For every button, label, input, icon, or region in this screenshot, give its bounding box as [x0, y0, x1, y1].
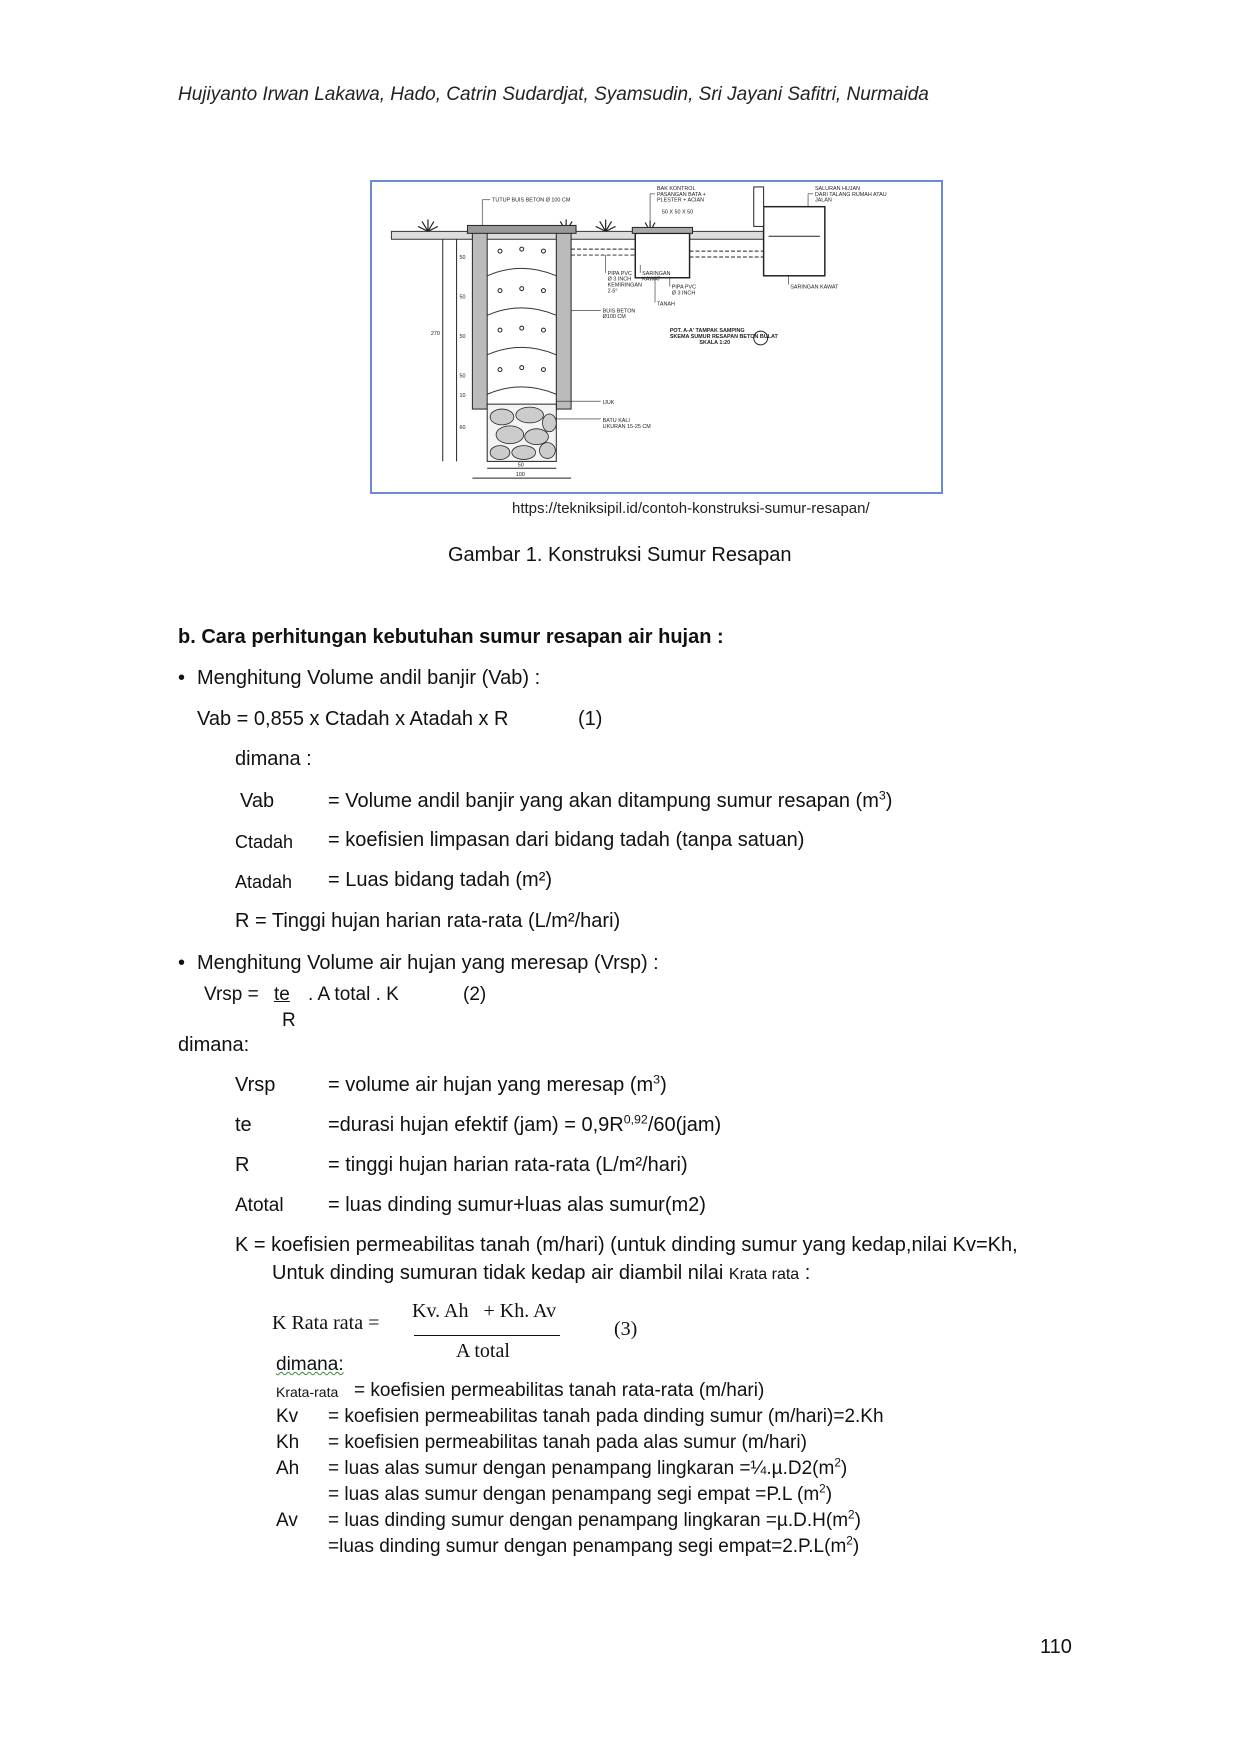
def2-desc-vrsp: = volume air hujan yang meresap $(m^3)$: [328, 1072, 667, 1096]
label-buis1: BUIS BETON: [602, 308, 636, 315]
label-pipa4: 2-5°: [607, 288, 618, 295]
formula-1-number: (1): [578, 708, 603, 730]
def3-desc-kh: = koefisien permeabilitas tanah pada alas sumur (m/hari): [328, 1432, 807, 1453]
def1-desc-atadah: = Luas bidang tadah (m²): [328, 869, 553, 891]
running-header-authors: Hujiyanto Irwan Lakawa, Hado, Catrin Sudardjat, Syamsudin, Sri Jayani Safitri, Nurmaida: [178, 84, 929, 105]
label-pipa3: KEMIRINGAN: [607, 282, 642, 289]
label-buis2: Ø100 CM: [602, 314, 626, 321]
label-sal1: SALURAN HUJAN: [814, 185, 861, 192]
def1-desc-ctadah: = koefisien limpasan dari bidang tadah (tanpa satuan): [328, 829, 805, 851]
dim-seg1: 50: [459, 255, 466, 262]
label-pipa1: PIPA PVC: [607, 270, 632, 277]
dim-seg5: 10: [459, 393, 466, 400]
eq3-numerator: Kv. Ah + Kh. Av: [412, 1300, 557, 1322]
formula-2-rest: . A total . K: [308, 984, 399, 1005]
label-pipa2: Ø 3 INCH: [607, 276, 632, 283]
item1-title: Menghitung Volume andil banjir (Vab) :: [197, 667, 541, 689]
formula-2-number: (2): [463, 984, 487, 1005]
well-cover: [467, 225, 576, 233]
label-saringan1: SARINGAN: [642, 270, 671, 277]
label-pot2: SKEMA SUMUR RESAPAN BETON BULAT: [669, 333, 778, 340]
def3-desc-krata: = koefisien permeabilitas tanah rata-rata (m/hari): [354, 1380, 765, 1401]
def1-sym-atadah: Atadah: [235, 872, 293, 892]
label-bak2: PASANGAN BATA +: [656, 191, 706, 198]
label-batu2: UKURAN 15-25 CM: [602, 423, 651, 430]
label-saringan-kawat: SARINGAN KAWAT: [790, 284, 839, 291]
label-bak-size: 50 X 50 X 50: [661, 209, 694, 216]
def1-sym-vab: Vab: [240, 790, 275, 812]
def2-desc-te: =durasi hujan efektif $(jam) = 0,9R^{0,92}/60(jam)$: [328, 1112, 722, 1136]
eq3-fraction-bar: [414, 1335, 560, 1336]
dim-total: 270: [430, 331, 440, 338]
def3-desc-ah-circle: = luas alas sumur dengan penampang lingkaran $=\frac{1}{4}.\mu.D2(m^2)$: [328, 1456, 848, 1479]
dimana-3: dimana:: [276, 1354, 344, 1375]
def3-sym-krata: Krata-rata: [276, 1384, 339, 1400]
bullet-2: •: [178, 952, 186, 974]
label-ijuk: IJUK: [602, 400, 615, 407]
ground-surface: [391, 231, 776, 239]
def1-r-line: R = Tinggi hujan harian rata-rata (L/m²/hari): [235, 910, 621, 932]
def2-desc-r: = tinggi hujan harian rata-rata (L/m²/hari): [328, 1154, 688, 1176]
figure-sumur-resapan-drawing: [370, 180, 943, 494]
eq3-number: (3): [614, 1318, 638, 1340]
label-sal2: DARI TALANG RUMAH ATAU: [814, 191, 887, 198]
bullet-1: •: [178, 667, 186, 689]
dim-50: 50: [517, 462, 524, 469]
def3-sym-kh: Kh: [276, 1432, 300, 1453]
item2-title: Menghitung Volume air hujan yang meresap (Vrsp) :: [197, 952, 659, 974]
k-definition-line1: K = koefisien permeabilitas tanah (m/hari) (untuk dinding sumur yang kedap,nilai Kv=Kh,: [235, 1234, 1018, 1256]
batu-kali-stones: [490, 407, 556, 459]
figure-caption: Gambar 1. Konstruksi Sumur Resapan: [448, 544, 792, 566]
label-pot1: POT. A-A' TAMPAK SAMPING: [669, 328, 745, 335]
def3-desc-av-circle: = luas dinding sumur dengan penampang lingkaran $=\mu.D.H(m^2)$: [328, 1508, 861, 1531]
formula-2-lhs: Vrsp =: [204, 984, 259, 1005]
def2-desc-atotal: = luas dinding sumur+luas alas sumur(m2): [328, 1194, 706, 1216]
k-definition-line2: Untuk dinding sumuran tidak kedap air diambil nilai Krata rata :: [272, 1262, 811, 1284]
def2-sym-atotal: Atotal: [235, 1195, 284, 1216]
page-number: 110: [1040, 1636, 1072, 1658]
def3-desc-ah-square: = luas alas sumur dengan penampang segi empat =P.L $(m^2)$: [328, 1482, 833, 1505]
def3-desc-kv: = koefisien permeabilitas tanah pada dinding sumur (m/hari)=2.Kh: [328, 1406, 884, 1427]
def3-sym-ah: Ah: [276, 1458, 300, 1479]
figure-source-url: https://tekniksipil.id/contoh-konstruksi-sumur-resapan/: [512, 500, 870, 517]
def3-sym-av: Av: [276, 1510, 298, 1531]
formula-2-denominator: R: [282, 1010, 296, 1031]
def2-sym-vrsp: Vrsp: [235, 1074, 276, 1096]
label-pipa5: PIPA PVC: [671, 284, 697, 291]
label-pot3: SKALA 1:20: [699, 339, 731, 346]
def1-sym-ctadah: Ctadah: [235, 832, 294, 852]
dim-100: 100: [515, 472, 525, 479]
label-pipa6: Ø 3 INCH: [671, 290, 696, 297]
gutter-collector-box: [764, 207, 825, 276]
well-ring-joints: [487, 268, 556, 394]
dim-seg2: 50: [459, 294, 466, 301]
eq3-denominator: A total: [456, 1340, 510, 1362]
section-heading: b. Cara perhitungan kebutuhan sumur resapan air hujan :: [178, 626, 724, 648]
control-box-cover: [632, 227, 692, 233]
def2-sym-r: R: [235, 1154, 250, 1176]
dimana-2: dimana:: [178, 1034, 250, 1056]
formula-1: Vab = 0,855 x Ctadah x Atadah x R: [197, 708, 509, 730]
label-tanah: TANAH: [656, 301, 675, 308]
label-saringan2: KAWAT: [642, 276, 661, 283]
label-bak1: BAK KONTROL: [656, 185, 696, 192]
dim-seg6: 60: [459, 424, 466, 431]
formula-2-numerator: te: [274, 984, 290, 1005]
label-tutup: TUTUP BUIS BETON Ø 100 CM: [492, 197, 571, 204]
gutter-pipe: [754, 187, 764, 226]
well-wall-left: [472, 231, 487, 409]
dim-seg4: 50: [459, 373, 466, 380]
dim-seg3: 50: [459, 333, 466, 340]
def2-sym-te: te: [235, 1114, 252, 1136]
dimana-1: dimana :: [235, 748, 312, 770]
label-bak3: PLESTER + ACIAN: [656, 197, 705, 204]
def3-desc-av-square: =luas dinding sumur dengan penampang segi $empat=2.P.L(m^2)$: [328, 1534, 860, 1557]
well-wall-right: [556, 231, 571, 409]
label-batu1: BATU KALI: [602, 417, 630, 424]
label-sal3: JALAN: [814, 197, 832, 204]
def1-desc-vab: = Volume andil banjir yang akan ditampung sumur resapan $(m^3)$: [328, 788, 893, 812]
eq3-lhs: K Rata rata =: [272, 1312, 380, 1334]
def3-sym-kv: Kv: [276, 1406, 299, 1427]
